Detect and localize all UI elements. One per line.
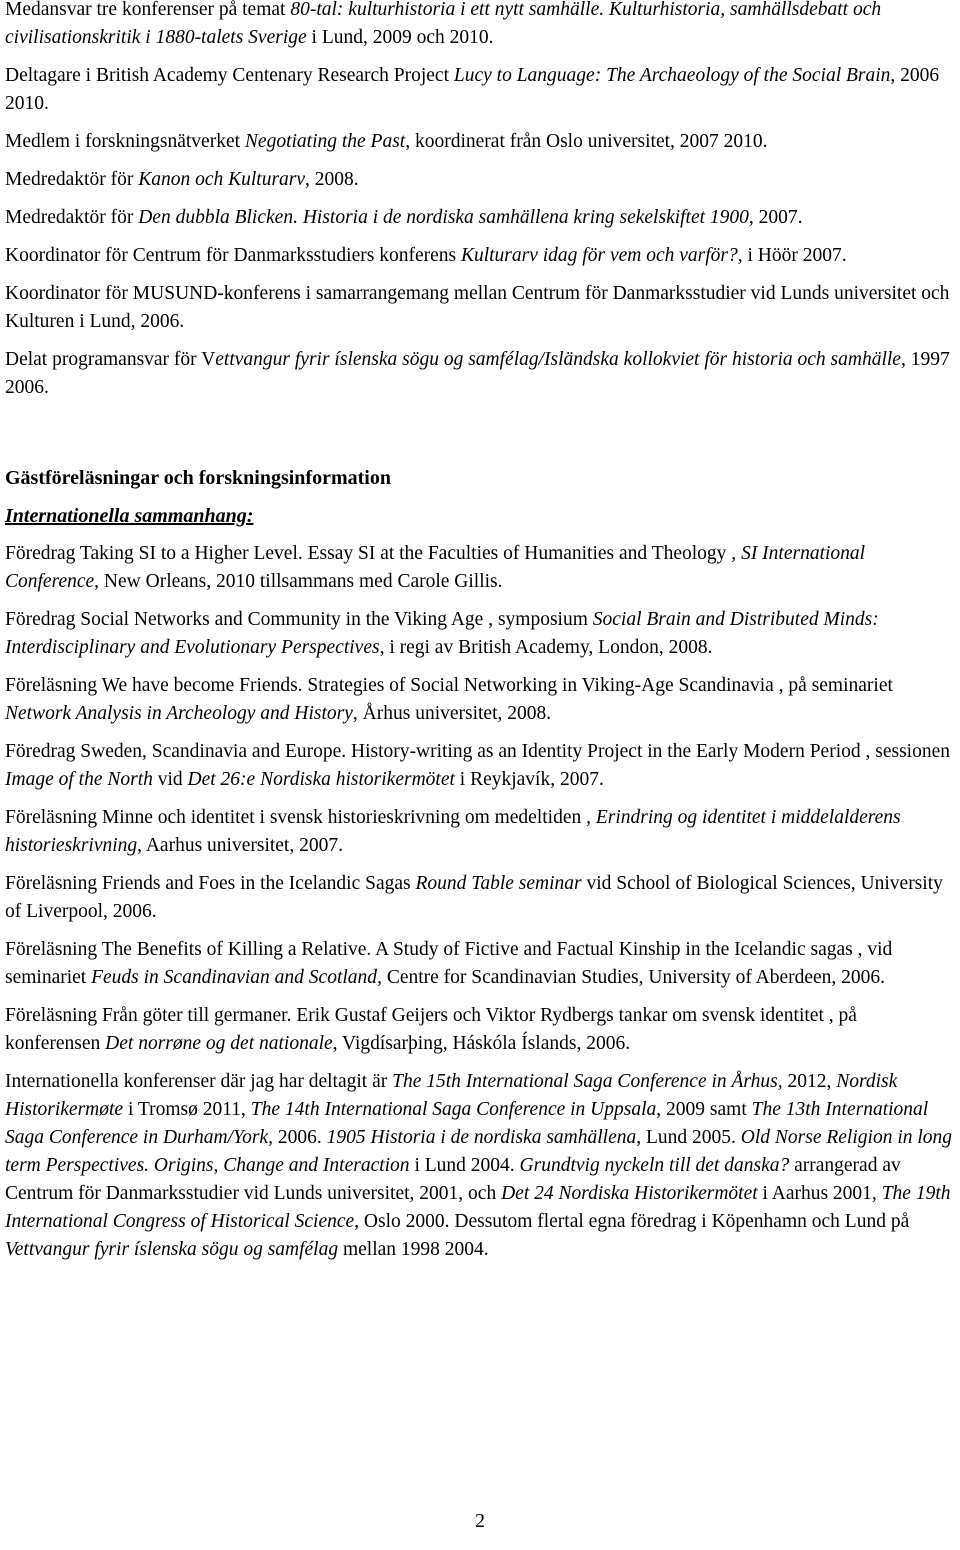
text-run: i Aarhus 2001,: [757, 1183, 882, 1204]
text-run: , 1997 2006.: [5, 349, 950, 398]
italic-title: Den dubbla Blicken. Historia i de nordiska samhällena kring sekelskiftet 1900: [138, 207, 749, 228]
text-run: , 2008.: [305, 169, 359, 190]
text-run: mellan 1998 2004.: [338, 1239, 489, 1260]
text-run: Internationella konferenser där jag har deltagit är: [5, 1071, 393, 1092]
text-run: Föreläsning Friends and Foes in the Icelandic Sagas: [5, 873, 416, 894]
text-run: , koordinerat från Oslo universitet, 2007 2010.: [405, 131, 768, 152]
text-run: , 2007.: [748, 207, 803, 228]
paragraph: [5, 62, 955, 118]
paragraph: [5, 936, 955, 992]
text-run: , 2006 2010.: [5, 65, 940, 114]
text-run: Föreläsning We have become Friends. Strategies of Social Networking in Viking-Age Scandinavia , på seminariet: [5, 675, 893, 696]
italic-title: ettvangur fyrir íslenska sögu og samfélag/Isländska kollokviet för historia och samhälle: [215, 349, 901, 370]
text-run: , Centre for Scandinavian Studies, University of Aberdeen, 2006.: [377, 967, 886, 988]
text-run: , Vigdísarþing, Háskóla Íslands, 2006.: [332, 1033, 631, 1054]
text-run: i Lund 2004.: [409, 1155, 520, 1176]
italic-title: Social Brain and Distributed Minds: Interdisciplinary and Evolutionary Perspectives: [5, 609, 879, 658]
text-run: , 2009 samt: [656, 1099, 752, 1120]
paragraph: [5, 606, 955, 662]
italic-title: Erindring og identitet i middelalderens historieskrivning: [5, 807, 901, 856]
text-run: , Oslo 2000. Dessutom flertal egna föredrag i Köpenhamn och Lund på: [354, 1211, 910, 1232]
text-run: Delat programansvar för V: [5, 349, 216, 370]
italic-title: 80-tal: kulturhistoria i ett nytt samhälle. Kulturhistoria, samhällsdebatt och civilisationskritik i 1880-talets Sverige: [5, 0, 882, 48]
italic-title: Det norrøne og det nationale: [105, 1033, 333, 1054]
italic-title: Old Norse Religion in long term Perspectives. Origins, Change and Interaction: [5, 1127, 953, 1176]
italic-title: Feuds in Scandinavian and Scotland: [91, 967, 378, 988]
paragraph: [5, 1068, 955, 1264]
text-run: vid: [152, 769, 188, 790]
text-run: Föredrag Sweden, Scandinavia and Europe. History-writing as an Identity Project in the Early Modern Period , sessionen: [5, 741, 950, 762]
italic-title: Det 24 Nordiska Historikermötet: [501, 1183, 758, 1204]
paragraph: [5, 280, 955, 336]
text-run: i Tromsø 2011,: [123, 1099, 251, 1120]
italic-title: 1905 Historia i de nordiska samhällena: [326, 1127, 637, 1148]
text-run: i Reykjavík, 2007.: [454, 769, 604, 790]
text-run: vid School of Biological Sciences, University of Liverpool, 2006.: [5, 873, 943, 922]
text-run: Koordinator för MUSUND-konferens i samarrangemang mellan Centrum för Danmarksstudier vid Lunds universitet och Kulturen i Lund, 2006.: [5, 283, 950, 332]
text-run: Föredrag Social Networks and Community in the Viking Age , symposium: [5, 609, 593, 630]
section-subheading: Internationella sammanhang:: [5, 505, 254, 527]
italic-title: Round Table seminar: [415, 873, 582, 894]
text-run: , Lund 2005.: [636, 1127, 741, 1148]
italic-title: Negotiating the Past: [244, 131, 406, 152]
paragraph: [5, 540, 955, 596]
text-run: Medlem i forskningsnätverket: [5, 131, 245, 152]
italic-title: SI International Conference: [5, 543, 866, 592]
paragraph: [5, 870, 955, 926]
italic-title: The 15th International Saga Conference in Århus,: [392, 1071, 783, 1092]
text-run: , New Orleans, 2010 tillsammans med Carole Gillis.: [94, 571, 503, 592]
page-number: 2: [475, 1510, 485, 1532]
italic-title: Kulturarv idag för vem och varför?: [460, 245, 738, 266]
document-page: [5, 0, 955, 1274]
paragraph: [5, 0, 955, 52]
text-run: arrangerad av Centrum för Danmarksstudier vid Lunds universitet, 2001, och: [5, 1155, 901, 1204]
text-run: , Aarhus universitet, 2007.: [137, 835, 343, 856]
paragraph: [5, 204, 955, 232]
text-run: Föredrag Taking SI to a Higher Level. Essay SI at the Faculties of Humanities and Theology ,: [5, 543, 742, 564]
paragraph: [5, 346, 955, 402]
text-run: , i regi av British Academy, London, 2008.: [379, 637, 713, 658]
italic-title: Lucy to Language: The Archaeology of the Social Brain: [453, 65, 891, 86]
paragraph: [5, 242, 955, 270]
text-run: Medredaktör för: [5, 207, 139, 228]
text-run: Deltagare i British Academy Centenary Research Project: [5, 65, 454, 86]
top-section: [5, 0, 955, 402]
text-run: Föreläsning Minne och identitet i svensk historieskrivning om medeltiden ,: [5, 807, 596, 828]
text-run: Föreläsning Från göter till germaner. Erik Gustaf Geijers och Viktor Rydbergs tankar om svensk identitet , på konferensen: [5, 1005, 857, 1054]
italic-title: Grundtvig nyckeln till det danska?: [519, 1155, 790, 1176]
italic-title: Nordisk Historikermøte: [5, 1071, 898, 1120]
text-run: , Århus universitet, 2008.: [352, 703, 552, 724]
lecture-section: [5, 540, 955, 1264]
paragraph: [5, 804, 955, 860]
paragraph: [5, 128, 955, 156]
text-run: 2006.: [272, 1127, 327, 1148]
text-run: Föreläsning The Benefits of Killing a Relative. A Study of Fictive and Factual Kinship in the Icelandic sagas , vid seminariet: [5, 939, 893, 988]
italic-title: The 14th International Saga Conference in Uppsala: [250, 1099, 657, 1120]
italic-title: The 13th International Saga Conference in Durham/York,: [5, 1099, 929, 1148]
text-run: 2012,: [782, 1071, 837, 1092]
text-run: , i Höör 2007.: [737, 245, 847, 266]
section-heading: Gästföreläsningar och forskningsinformation: [5, 467, 391, 489]
paragraph: [5, 1002, 955, 1058]
paragraph: [5, 166, 955, 194]
italic-title: Kanon och Kulturarv: [138, 169, 306, 190]
italic-title: Det 26:e Nordiska historikermötet: [187, 769, 455, 790]
text-run: Medredaktör för: [5, 169, 139, 190]
italic-title: Vettvangur fyrir íslenska sögu og samfélag: [5, 1239, 339, 1260]
paragraph: [5, 738, 955, 794]
italic-title: Network Analysis in Archeology and History: [5, 703, 353, 724]
text-run: Medansvar tre konferenser på temat: [5, 0, 291, 20]
text-run: i Lund, 2009 och 2010.: [306, 27, 494, 48]
italic-title: The 19th International Congress of Historical Science: [5, 1183, 951, 1232]
italic-title: Image of the North: [5, 769, 153, 790]
paragraph: [5, 672, 955, 728]
text-run: Koordinator för Centrum för Danmarksstudiers konferens: [5, 245, 461, 266]
